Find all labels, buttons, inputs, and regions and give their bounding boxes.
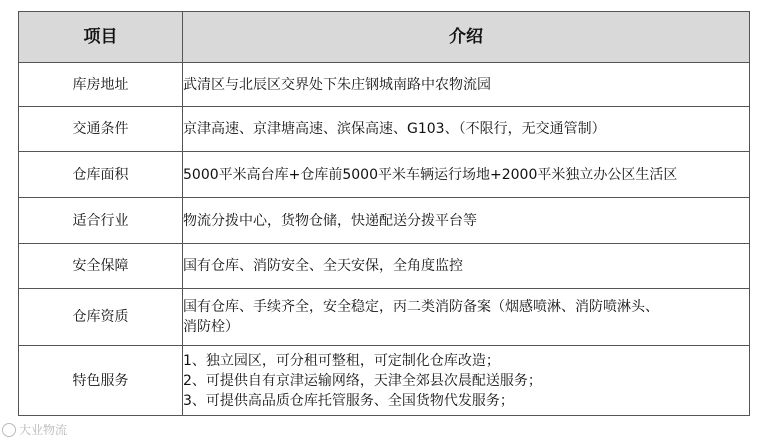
watermark-logo-icon bbox=[2, 423, 16, 437]
table-row bbox=[19, 346, 750, 416]
row-description bbox=[183, 289, 750, 346]
row-label: 仓库面积 bbox=[19, 152, 183, 198]
table-row bbox=[19, 152, 750, 198]
info-table bbox=[18, 11, 750, 416]
description-line: 武清区与北辰区交界处下朱庄钢城南路中农物流园 bbox=[183, 76, 491, 93]
row-description bbox=[183, 152, 750, 198]
row-description bbox=[183, 63, 750, 107]
row-label: 特色服务 bbox=[19, 346, 183, 416]
description-line: 物流分拨中心，货物仓储，快递配送分拨平台等 bbox=[183, 212, 477, 229]
watermark bbox=[2, 421, 67, 438]
description-line: 5000平米高台库+仓库前5000平米车辆运行场地+2000平米独立办公区生活区 bbox=[183, 166, 678, 183]
description-line: 2、可提供自有京津运输网络，天津全郊县次晨配送服务； bbox=[183, 372, 542, 389]
description-line: 3、可提供高品质仓库托管服务、全国货物代发服务； bbox=[183, 392, 514, 409]
description-line: 1、独立园区，可分租可整租，可定制化仓库改造； bbox=[183, 352, 500, 369]
header-row bbox=[19, 12, 750, 63]
watermark-text: 大业物流 bbox=[19, 423, 68, 437]
row-label: 仓库资质 bbox=[19, 289, 183, 346]
row-description bbox=[183, 198, 750, 244]
row-label: 交通条件 bbox=[19, 107, 183, 152]
row-description bbox=[183, 107, 750, 152]
table-row bbox=[19, 63, 750, 107]
row-label: 库房地址 bbox=[19, 63, 183, 107]
row-label: 适合行业 bbox=[19, 198, 183, 244]
row-label: 安全保障 bbox=[19, 244, 183, 289]
header-intro: 介绍 bbox=[183, 12, 750, 63]
description-line: 国有仓库、消防安全、全天安保，全角度监控 bbox=[183, 258, 463, 274]
table-row bbox=[19, 244, 750, 289]
table-row bbox=[19, 289, 750, 346]
description-line: 消防栓） bbox=[183, 319, 239, 335]
table-row bbox=[19, 198, 750, 244]
header-item: 项目 bbox=[19, 12, 183, 63]
description-line: 京津高速、京津塘高速、滨保高速、G103、（不限行，无交通管制） bbox=[183, 121, 606, 137]
table-row bbox=[19, 107, 750, 152]
description-line: 国有仓库、手续齐全，安全稳定，丙二类消防备案（烟感喷淋、消防喷淋头、 bbox=[183, 299, 659, 315]
row-description bbox=[183, 244, 750, 289]
row-description bbox=[183, 346, 750, 416]
